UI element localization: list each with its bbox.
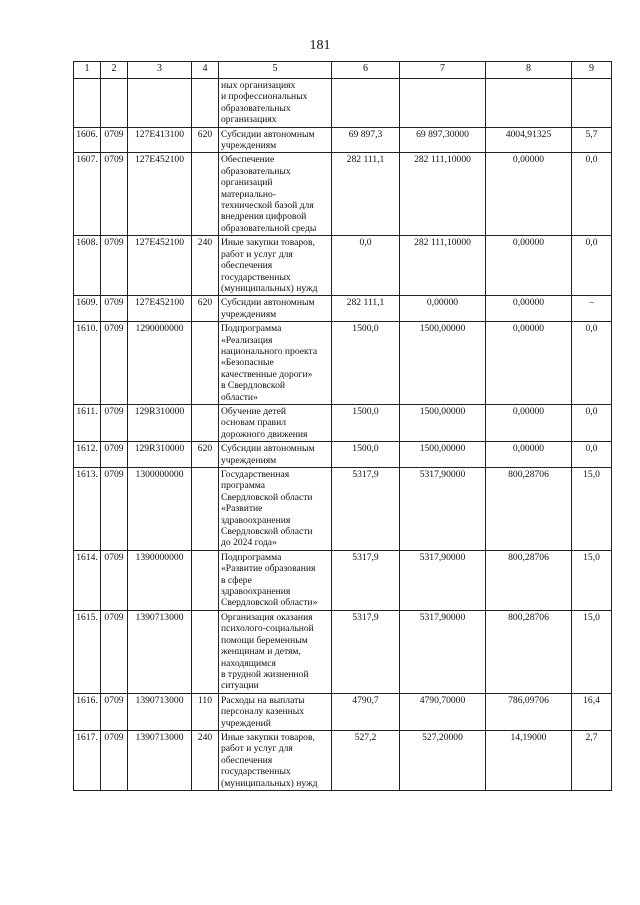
item-name-line: ных организациях xyxy=(221,80,296,91)
item-name-line: Обучение детей xyxy=(221,405,286,417)
item-name-line: национального проекта xyxy=(221,345,318,357)
row-number-cell xyxy=(74,79,101,128)
item-name-line: государственных xyxy=(221,766,291,778)
plan-amount-cell: 282 111,1 xyxy=(332,153,400,236)
expense-type-cell: 240 xyxy=(192,236,219,296)
percent-cell: 15,0 xyxy=(572,468,612,551)
item-name-cell xyxy=(219,236,332,296)
item-name-line: «Безопасные xyxy=(221,357,274,369)
section-code-cell: 0709 xyxy=(101,550,128,610)
table-row xyxy=(74,79,612,128)
percent-cell: 0,0 xyxy=(572,442,612,468)
item-name-line: Расходы на выплаты xyxy=(221,694,305,706)
item-name-cell xyxy=(219,610,332,693)
item-name-line: учреждениям xyxy=(221,308,277,320)
item-name-line: дорожного движения xyxy=(221,428,308,440)
item-name-line: в Свердловской xyxy=(221,380,286,392)
expense-type-cell xyxy=(192,322,219,405)
plan-amount-cell: 5317,9 xyxy=(332,550,400,610)
approved-amount-cell: 69 897,30000 xyxy=(400,127,486,153)
section-code-cell: 0709 xyxy=(101,693,128,730)
page-number: 181 xyxy=(309,38,331,53)
item-name-line: учреждениям xyxy=(221,140,277,152)
item-name-line: в трудной жизненной xyxy=(221,668,309,680)
item-name-line: Свердловской области xyxy=(221,491,313,503)
row-number-cell: 1612. xyxy=(74,442,101,468)
percent-cell: 0,0 xyxy=(572,153,612,236)
expense-type-cell xyxy=(192,468,219,551)
section-code-cell xyxy=(101,79,128,128)
table-body xyxy=(74,79,612,791)
header-cell: 3 xyxy=(128,62,192,79)
item-name-line: государственных xyxy=(221,271,291,283)
item-name-cell xyxy=(219,127,332,153)
section-code-cell: 0709 xyxy=(101,127,128,153)
expense-type-cell xyxy=(192,79,219,128)
item-name-line: обеспечения xyxy=(221,260,273,272)
item-name-line: организаций xyxy=(221,177,273,189)
row-number-cell: 1608. xyxy=(74,236,101,296)
section-code-cell: 0709 xyxy=(101,442,128,468)
item-name-line: (муниципальных) нужд xyxy=(221,282,318,294)
item-name-cell xyxy=(219,693,332,730)
executed-amount-cell: 0,00000 xyxy=(486,236,572,296)
expense-type-cell xyxy=(192,404,219,441)
item-name-line: основам правил xyxy=(221,417,286,429)
item-name-line: материально- xyxy=(221,188,277,200)
item-name-line: Организация оказания xyxy=(221,611,313,623)
executed-amount-cell: 0,00000 xyxy=(486,404,572,441)
plan-amount-cell: 69 897,3 xyxy=(332,127,400,153)
item-name-line: образовательных xyxy=(221,102,291,114)
table-row xyxy=(74,468,612,551)
section-code-cell: 0709 xyxy=(101,610,128,693)
header-cell: 4 xyxy=(192,62,219,79)
item-name-line: Иные закупки товаров, xyxy=(221,731,315,743)
row-number-cell: 1614. xyxy=(74,550,101,610)
item-name-line: обеспечения xyxy=(221,754,273,766)
section-code-cell: 0709 xyxy=(101,468,128,551)
expense-type-cell xyxy=(192,610,219,693)
header-cell: 1 xyxy=(74,62,101,79)
approved-amount-cell: 5317,90000 xyxy=(400,610,486,693)
expense-type-cell: 240 xyxy=(192,730,219,790)
approved-amount-cell: 4790,70000 xyxy=(400,693,486,730)
row-number-cell: 1606. xyxy=(74,127,101,153)
table-row xyxy=(74,153,612,236)
table-row xyxy=(74,236,612,296)
item-name-line: Свердловской области xyxy=(221,526,313,538)
expense-type-cell xyxy=(192,153,219,236)
item-name-line: программа xyxy=(221,480,266,492)
item-name-line: «Развитие образования xyxy=(221,563,316,575)
item-name-line: помощи беременным xyxy=(221,634,308,646)
row-number-cell: 1609. xyxy=(74,296,101,322)
target-code-cell: 127E452100 xyxy=(128,296,192,322)
executed-amount-cell xyxy=(486,79,572,128)
approved-amount-cell: 282 111,10000 xyxy=(400,153,486,236)
table-row xyxy=(74,322,612,405)
item-name-line: работ и услуг для xyxy=(221,743,293,755)
item-name-line: Подпрограмма xyxy=(221,323,282,335)
approved-amount-cell: 282 111,10000 xyxy=(400,236,486,296)
percent-cell: – xyxy=(572,296,612,322)
table-row xyxy=(74,442,612,468)
item-name-line: здравоохранения xyxy=(221,586,291,598)
percent-cell xyxy=(572,79,612,128)
header-cell: 8 xyxy=(486,62,572,79)
item-name-line: находящимся xyxy=(221,657,276,669)
plan-amount-cell: 527,2 xyxy=(332,730,400,790)
row-number-cell: 1611. xyxy=(74,404,101,441)
table-row xyxy=(74,693,612,730)
plan-amount-cell: 5317,9 xyxy=(332,610,400,693)
header-row xyxy=(74,62,612,79)
row-number-cell: 1617. xyxy=(74,730,101,790)
item-name-line: организациях xyxy=(221,114,277,126)
item-name-line: в сфере xyxy=(221,574,252,586)
section-code-cell: 0709 xyxy=(101,153,128,236)
item-name-cell xyxy=(219,153,332,236)
approved-amount-cell: 5317,90000 xyxy=(400,468,486,551)
plan-amount-cell: 4790,7 xyxy=(332,693,400,730)
item-name-line: Подпрограмма xyxy=(221,551,282,563)
plan-amount-cell: 282 111,1 xyxy=(332,296,400,322)
item-name-line: учреждений xyxy=(221,717,271,729)
table-row xyxy=(74,550,612,610)
target-code-cell: 1290000000 xyxy=(128,322,192,405)
expense-type-cell: 110 xyxy=(192,693,219,730)
header-cell: 7 xyxy=(400,62,486,79)
approved-amount-cell: 0,00000 xyxy=(400,296,486,322)
approved-amount-cell xyxy=(400,79,486,128)
table-row xyxy=(74,296,612,322)
plan-amount-cell: 5317,9 xyxy=(332,468,400,551)
executed-amount-cell: 4004,91325 xyxy=(486,127,572,153)
plan-amount-cell: 0,0 xyxy=(332,236,400,296)
item-name-line: (муниципальных) нужд xyxy=(221,777,318,789)
section-code-cell: 0709 xyxy=(101,296,128,322)
item-name-line: Субсидии автономным xyxy=(221,297,315,309)
section-code-cell: 0709 xyxy=(101,236,128,296)
item-name-line: здравоохранения xyxy=(221,514,291,526)
target-code-cell: 127E452100 xyxy=(128,236,192,296)
approved-amount-cell: 1500,00000 xyxy=(400,404,486,441)
executed-amount-cell: 0,00000 xyxy=(486,153,572,236)
item-name-line: психолого-социальной xyxy=(221,623,314,635)
plan-amount-cell: 1500,0 xyxy=(332,322,400,405)
item-name-line: Субсидии автономным xyxy=(221,128,315,140)
percent-cell: 15,0 xyxy=(572,550,612,610)
item-name-line: Свердловской области» xyxy=(221,597,318,609)
percent-cell: 0,0 xyxy=(572,404,612,441)
item-name-line: Иные закупки товаров, xyxy=(221,237,315,249)
section-code-cell: 0709 xyxy=(101,404,128,441)
row-number-cell: 1615. xyxy=(74,610,101,693)
item-name-cell xyxy=(219,550,332,610)
plan-amount-cell: 1500,0 xyxy=(332,442,400,468)
item-name-line: образовательной среды xyxy=(221,222,317,234)
target-code-cell: 127E452100 xyxy=(128,153,192,236)
target-code-cell: 1300000000 xyxy=(128,468,192,551)
item-name-line: персоналу казенных xyxy=(221,706,305,718)
item-name-line: работ и услуг для xyxy=(221,248,293,260)
header-cell: 5 xyxy=(219,62,332,79)
target-code-cell: 129R310000 xyxy=(128,404,192,441)
executed-amount-cell: 14,19000 xyxy=(486,730,572,790)
item-name-cell xyxy=(219,468,332,551)
item-name-line: женщинам и детям, xyxy=(221,646,301,658)
item-name-line: технической базой для xyxy=(221,200,314,212)
item-name-line: качественные дороги» xyxy=(221,368,313,380)
percent-cell: 2,7 xyxy=(572,730,612,790)
approved-amount-cell: 1500,00000 xyxy=(400,442,486,468)
percent-cell: 15,0 xyxy=(572,610,612,693)
target-code-cell: 127E413100 xyxy=(128,127,192,153)
item-name-cell xyxy=(219,442,332,468)
item-name-line: до 2024 года» xyxy=(221,537,277,549)
approved-amount-cell: 527,20000 xyxy=(400,730,486,790)
table-row xyxy=(74,610,612,693)
target-code-cell xyxy=(128,79,192,128)
target-code-cell: 1390713000 xyxy=(128,610,192,693)
expense-type-cell: 620 xyxy=(192,127,219,153)
percent-cell: 0,0 xyxy=(572,322,612,405)
row-number-cell: 1610. xyxy=(74,322,101,405)
header-cell: 9 xyxy=(572,62,612,79)
item-name-line: «Развитие xyxy=(221,503,263,515)
item-name-line: внедрения цифровой xyxy=(221,211,307,223)
approved-amount-cell: 5317,90000 xyxy=(400,550,486,610)
header-cell: 6 xyxy=(332,62,400,79)
executed-amount-cell: 786,09706 xyxy=(486,693,572,730)
header-cell: 2 xyxy=(101,62,128,79)
percent-cell: 5,7 xyxy=(572,127,612,153)
row-number-cell: 1607. xyxy=(74,153,101,236)
executed-amount-cell: 0,00000 xyxy=(486,442,572,468)
item-name-line: Субсидии автономным xyxy=(221,443,315,455)
executed-amount-cell: 800,28706 xyxy=(486,550,572,610)
budget-table xyxy=(73,61,612,791)
item-name-cell xyxy=(219,730,332,790)
expense-type-cell xyxy=(192,550,219,610)
section-code-cell: 0709 xyxy=(101,322,128,405)
item-name-line: «Реализация xyxy=(221,334,273,346)
percent-cell: 16,4 xyxy=(572,693,612,730)
item-name-cell xyxy=(219,79,332,128)
target-code-cell: 1390000000 xyxy=(128,550,192,610)
table-row xyxy=(74,730,612,790)
executed-amount-cell: 0,00000 xyxy=(486,296,572,322)
item-name-line: образовательных xyxy=(221,165,291,177)
executed-amount-cell: 800,28706 xyxy=(486,468,572,551)
item-name-line: ситуации xyxy=(221,680,259,692)
target-code-cell: 1390713000 xyxy=(128,693,192,730)
table-row xyxy=(74,404,612,441)
target-code-cell: 129R310000 xyxy=(128,442,192,468)
executed-amount-cell: 0,00000 xyxy=(486,322,572,405)
item-name-line: учреждениям xyxy=(221,454,277,466)
approved-amount-cell: 1500,00000 xyxy=(400,322,486,405)
plan-amount-cell: 1500,0 xyxy=(332,404,400,441)
table-row xyxy=(74,127,612,153)
row-number-cell: 1613. xyxy=(74,468,101,551)
target-code-cell: 1390713000 xyxy=(128,730,192,790)
plan-amount-cell xyxy=(332,79,400,128)
item-name-cell xyxy=(219,322,332,405)
item-name-cell xyxy=(219,404,332,441)
executed-amount-cell: 800,28706 xyxy=(486,610,572,693)
item-name-line: области» xyxy=(221,391,258,403)
item-name-line: Обеспечение xyxy=(221,154,275,166)
item-name-cell xyxy=(219,296,332,322)
expense-type-cell: 620 xyxy=(192,442,219,468)
item-name-line: Государственная xyxy=(221,469,290,480)
percent-cell: 0,0 xyxy=(572,236,612,296)
expense-type-cell: 620 xyxy=(192,296,219,322)
section-code-cell: 0709 xyxy=(101,730,128,790)
row-number-cell: 1616. xyxy=(74,693,101,730)
item-name-line: и профессиональных xyxy=(221,91,308,103)
